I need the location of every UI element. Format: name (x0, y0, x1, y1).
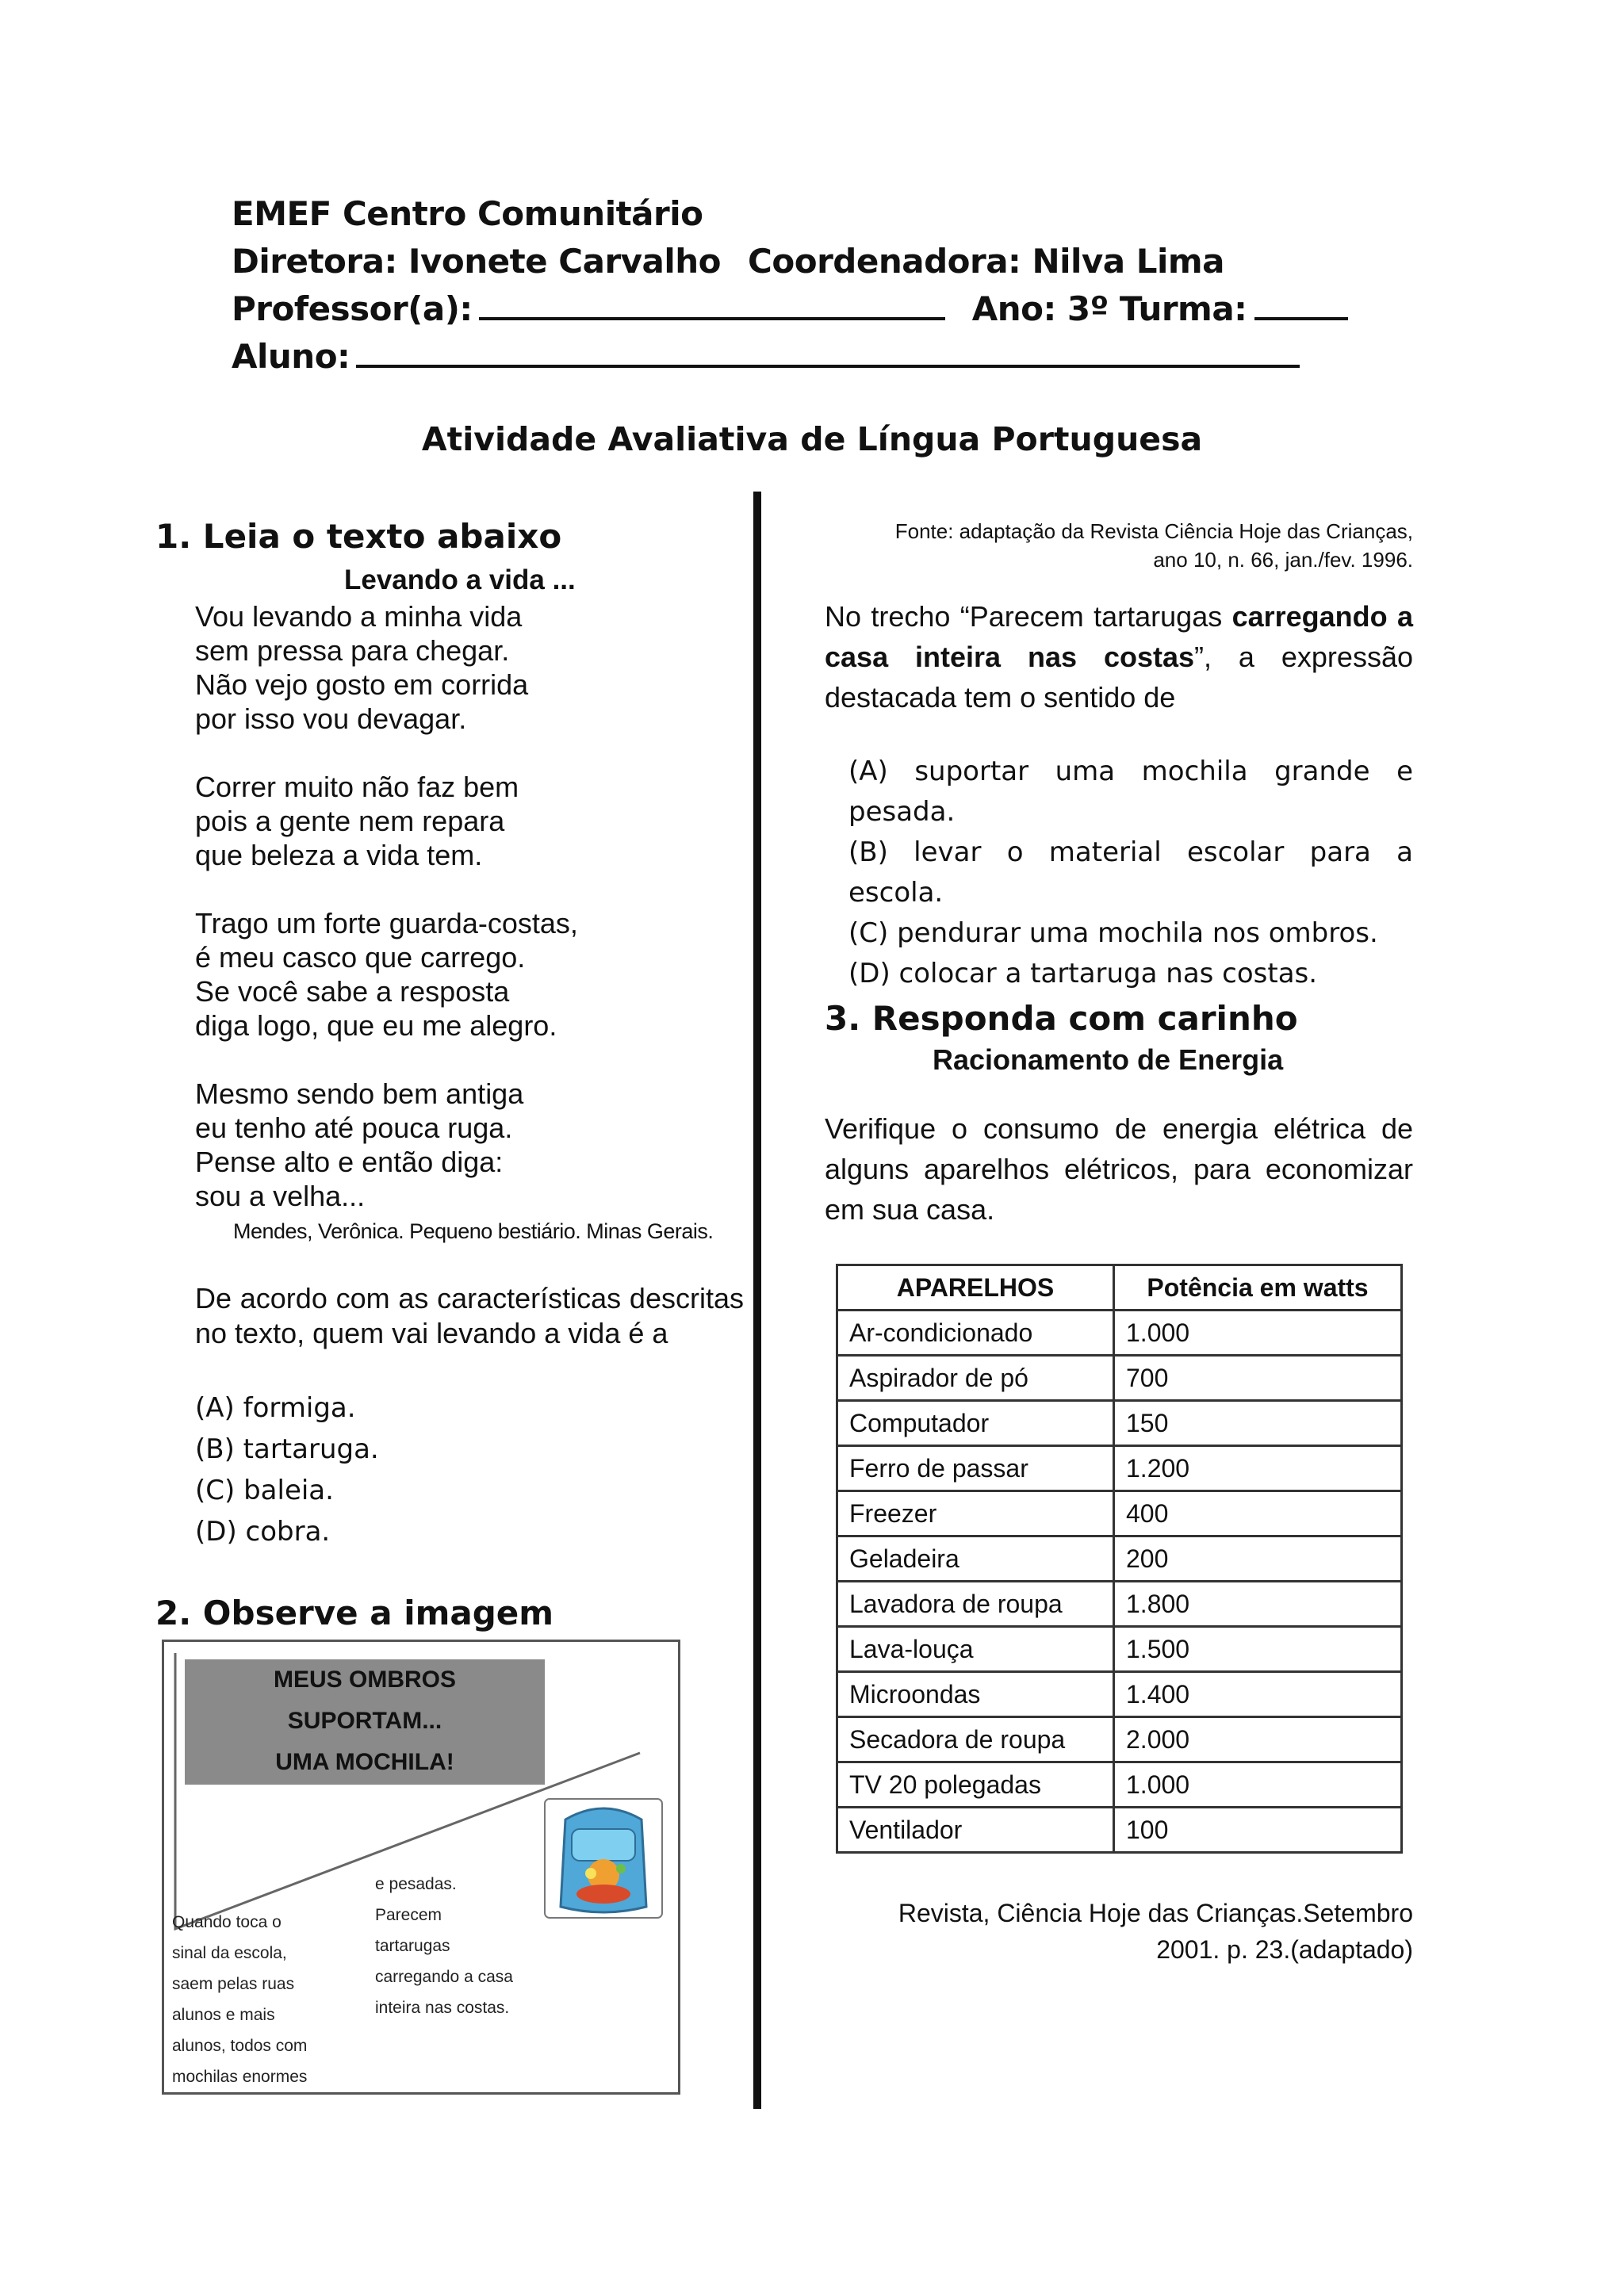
device-cell: TV 20 polegadas (837, 1762, 1114, 1808)
teacher-line (232, 285, 1348, 333)
device-cell: Ventilador (837, 1808, 1114, 1853)
stanza (195, 770, 734, 872)
q2-question-text: No trecho “Parecem tartarugas (825, 600, 1232, 633)
q1-option-c[interactable]: (C) baleia. (195, 1475, 334, 1506)
q2-question (825, 596, 1413, 718)
device-cell: Ferro de passar (837, 1446, 1114, 1491)
table-row (837, 1762, 1402, 1808)
power-cell: 100 (1114, 1808, 1402, 1853)
device-cell: Aspirador de pó (837, 1356, 1114, 1401)
table-row (837, 1672, 1402, 1717)
device-cell: Microondas (837, 1672, 1114, 1717)
cartoon-text-line: carregando a casa (375, 1968, 513, 1986)
device-cell: Lavadora de roupa (837, 1582, 1114, 1627)
cartoon-text-line: Parecem (375, 1906, 442, 1924)
device-cell: Lava-louça (837, 1627, 1114, 1672)
year-class-label: Ano: 3º Turma: (971, 289, 1247, 328)
teacher-label: Professor(a): (232, 289, 473, 328)
poem-line: Mesmo sendo bem antiga (195, 1077, 524, 1110)
stanza (195, 599, 734, 736)
poem-title: Levando a vida ... (344, 564, 576, 595)
q2-option-b[interactable]: (B) levar o material escolar para a escola. (848, 836, 1413, 909)
q2-option-a[interactable]: (A) suportar uma mochila grande e pesada. (848, 756, 1413, 828)
q2-heading: 2. Observe a imagem (155, 1594, 554, 1632)
caption-line: UMA MOCHILA! (275, 1749, 454, 1775)
q2-question-text: ”, a expressão destacada tem o sentido de (825, 641, 1413, 714)
energy-table (836, 1264, 1403, 1854)
power-cell: 1.800 (1114, 1582, 1402, 1627)
table-row (837, 1582, 1402, 1627)
poem-line: diga logo, que eu me alegro. (195, 1009, 557, 1042)
table-row (837, 1491, 1402, 1536)
coordinator-name: Coordenadora: Nilva Lima (748, 242, 1225, 281)
stanza (195, 906, 734, 1043)
device-cell: Freezer (837, 1491, 1114, 1536)
q1-options (195, 1387, 379, 1552)
table-row (837, 1401, 1402, 1446)
power-cell: 1.000 (1114, 1762, 1402, 1808)
poem-line: sem pressa para chegar. (195, 634, 510, 667)
director-name: Diretora: Ivonete Carvalho (232, 242, 722, 281)
device-cell: Computador (837, 1401, 1114, 1446)
power-cell: 1.200 (1114, 1446, 1402, 1491)
backpack-icon (542, 1796, 665, 1921)
poem-line: Pense alto e então diga: (195, 1146, 504, 1178)
poem-line: Não vejo gosto em corrida (195, 668, 529, 701)
table-row (837, 1536, 1402, 1582)
q2-source (825, 517, 1413, 574)
power-cell: 1.500 (1114, 1627, 1402, 1672)
q3-heading: 3. Responda com carinho (825, 999, 1298, 1038)
cartoon-text-line: saem pelas ruas (172, 1975, 295, 1993)
poem-line: pois a gente nem repara (195, 805, 505, 837)
table-header-row (837, 1265, 1402, 1311)
q1-heading: 1. Leia o texto abaixo (155, 517, 562, 556)
source-line: Fonte: adaptação da Revista Ciência Hoje das Crianças, (894, 519, 1413, 543)
cartoon-text-line: e pesadas. (375, 1875, 457, 1893)
source-line: 2001. p. 23.(adaptado) (1156, 1935, 1413, 1964)
poem-line: Se você sabe a resposta (195, 975, 510, 1008)
caption-line: SUPORTAM... (287, 1708, 442, 1734)
poem-line: Correr muito não faz bem (195, 771, 519, 803)
table-body (837, 1311, 1402, 1853)
stanza (195, 1077, 734, 1213)
q2-option-c[interactable]: (C) pendurar uma mochila nos ombros. (848, 917, 1378, 949)
q3-subtitle: Racionamento de Energia (933, 1043, 1284, 1076)
device-cell: Secadora de roupa (837, 1717, 1114, 1762)
cartoon-text-left (172, 1907, 307, 2092)
q1-option-d[interactable]: (D) cobra. (195, 1516, 331, 1548)
cartoon-text-line: sinal da escola, (172, 1944, 287, 1962)
cartoon-text-line: tartarugas (375, 1937, 450, 1955)
table-row (837, 1808, 1402, 1853)
col-header-device: APARELHOS (837, 1265, 1114, 1311)
device-cell: Geladeira (837, 1536, 1114, 1582)
cartoon-text-right (375, 1869, 513, 2023)
table-row (837, 1627, 1402, 1672)
cartoon-text-line: mochilas enormes (172, 2068, 308, 2086)
page-title: Atividade Avaliativa de Língua Portuguesa (421, 420, 1203, 458)
teacher-blank[interactable] (479, 285, 945, 320)
cartoon-text-line: inteira nas costas. (375, 1999, 510, 2017)
q2-options (848, 752, 1413, 994)
source-line: Revista, Ciência Hoje das Crianças.Setembro (898, 1899, 1413, 1927)
column-divider (753, 492, 761, 2109)
class-blank[interactable] (1254, 285, 1348, 320)
power-cell: 400 (1114, 1491, 1402, 1536)
table-row (837, 1446, 1402, 1491)
power-cell: 150 (1114, 1401, 1402, 1446)
device-cell: Ar-condicionado (837, 1311, 1114, 1356)
student-blank[interactable] (356, 333, 1300, 368)
table-row (837, 1717, 1402, 1762)
poem-line: por isso vou devagar. (195, 702, 467, 735)
poem-line: Trago um forte guarda-costas, (195, 907, 578, 939)
student-line (232, 333, 1300, 381)
source-line: ano 10, n. 66, jan./fev. 1996. (1153, 548, 1413, 572)
table-row (837, 1311, 1402, 1356)
cartoon-text-line: Quando toca o (172, 1913, 282, 1931)
poem-source: Mendes, Verônica. Pequeno bestiário. Minas Gerais. (233, 1219, 714, 1243)
school-name: EMEF Centro Comunitário (232, 194, 703, 233)
power-cell: 1.000 (1114, 1311, 1402, 1356)
staff-line (232, 238, 1224, 285)
q1-question: De acordo com as características descritas no texto, quem vai levando a vida é a (195, 1282, 744, 1349)
backpack-cartoon (162, 1640, 680, 2095)
power-cell: 700 (1114, 1356, 1402, 1401)
q2-highlighted-expression: carregando a casa inteira nas costas (825, 600, 1413, 673)
power-cell: 1.400 (1114, 1672, 1402, 1717)
table-row (837, 1356, 1402, 1401)
poem-line: que beleza a vida tem. (195, 839, 483, 871)
power-cell: 2.000 (1114, 1717, 1402, 1762)
q3-source (825, 1895, 1413, 1968)
poem-line: sou a velha... (195, 1180, 366, 1212)
power-cell: 200 (1114, 1536, 1402, 1582)
cartoon-text-line: alunos e mais (172, 2006, 275, 2024)
q2-option-d[interactable]: (D) colocar a tartaruga nas costas. (848, 958, 1318, 989)
energy-table-wrapper (836, 1264, 1403, 1854)
q1-option-b[interactable]: (B) tartaruga. (195, 1433, 379, 1465)
poem-line: Vou levando a minha vida (195, 600, 523, 633)
col-header-power: Potência em watts (1114, 1265, 1402, 1311)
student-label: Aluno: (232, 337, 350, 376)
poem (195, 599, 734, 1213)
poem-line: eu tenho até pouca ruga. (195, 1112, 513, 1144)
q3-text: Verifique o consumo de energia elétrica de alguns aparelhos elétricos, para economizar em sua casa. (825, 1112, 1413, 1226)
speech-caption (185, 1659, 545, 1785)
caption-line: MEUS OMBROS (273, 1667, 456, 1693)
cartoon-text-line: alunos, todos com (172, 2037, 308, 2055)
q1-option-a[interactable]: (A) formiga. (195, 1392, 356, 1424)
poem-line: é meu casco que carrego. (195, 941, 526, 974)
